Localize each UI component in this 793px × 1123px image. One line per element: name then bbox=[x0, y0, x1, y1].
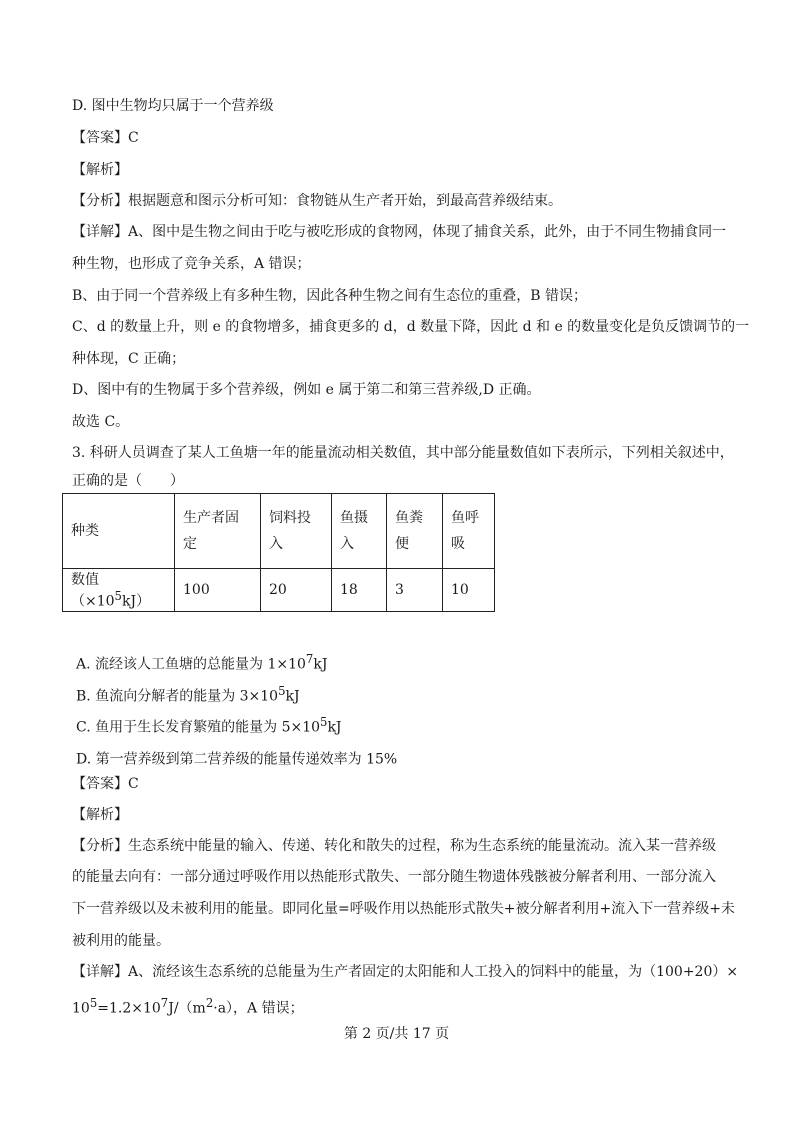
page-footer: 第 2 页/共 17 页 bbox=[343, 1026, 450, 1042]
question-stem: 正确的是（ ） bbox=[72, 473, 184, 489]
table-cell: 20 bbox=[261, 569, 332, 612]
table-header-cell: 鱼粪 便 bbox=[387, 494, 443, 569]
option-d: D. 第一营养级到第二营养级的能量传递效率为 15% bbox=[76, 751, 398, 768]
answer-label: 【答案】C bbox=[72, 130, 139, 146]
table-header-cell: 种类 bbox=[63, 494, 175, 569]
text-line: 种体现，C 正确； bbox=[72, 351, 186, 367]
table-header-row bbox=[63, 494, 495, 569]
table-cell: 18 bbox=[332, 569, 387, 612]
text-line: 被利用的能量。 bbox=[72, 933, 170, 949]
option-b: B. 鱼流向分解者的能量为 $3\times 10^5kJ$ bbox=[76, 684, 300, 705]
text-line: 故选 C。 bbox=[72, 414, 130, 430]
text-line: D. 图中生物均只属于一个营养级 bbox=[72, 98, 274, 114]
text-line: $10^5=1.2\times 10^7J/(m^2\cdot a)$，A 错误； bbox=[72, 996, 304, 1017]
table-header-cell: 饲料投 入 bbox=[261, 494, 332, 569]
text-line: 下一营养级以及未被利用的能量。即同化量=呼吸作用以热能形式散失+被分解者利用+流入下一营养级+未 bbox=[72, 901, 735, 917]
energy-table bbox=[62, 493, 495, 612]
table-row bbox=[63, 569, 495, 612]
table-cell: 3 bbox=[387, 569, 443, 612]
table-cell: 100 bbox=[175, 569, 261, 612]
text-line: B、由于同一个营养级上有多种生物，因此各种生物之间有生态位的重叠，B 错误； bbox=[72, 288, 588, 304]
table-cell: 10 bbox=[443, 569, 495, 612]
text-line: 种生物，也形成了竞争关系，A 错误； bbox=[72, 256, 311, 272]
question-stem: 3. 科研人员调查了某人工鱼塘一年的能量流动相关数值，其中部分能量数值如下表所示，下列相关叙述中， bbox=[72, 445, 734, 461]
text-line: 的能量去向有：一部分通过呼吸作用以热能形式散失、一部分随生物遗体残骸被分解者利用、一部分流入 bbox=[72, 869, 716, 885]
answer-label: 【答案】C bbox=[72, 776, 139, 792]
option-c: C. 鱼用于生长发育繁殖的能量为 $5\times 10^5kJ$ bbox=[76, 715, 342, 736]
table-header-cell: 鱼呼 吸 bbox=[443, 494, 495, 569]
option-a: A. 流经该人工鱼塘的总能量为 $1\times 10^7kJ$ bbox=[76, 652, 328, 673]
analysis-label: 【解析】 bbox=[72, 807, 128, 823]
text-line: 【详解】A、流经该生态系统的总能量为生产者固定的太阳能和人工投入的饲料中的能量，为（100+20）× bbox=[72, 964, 739, 980]
table-header-cell: 生产者固 定 bbox=[175, 494, 261, 569]
text-line: 【分析】生态系统中能量的输入、传递、转化和散失的过程，称为生态系统的能量流动。流入某一营养级 bbox=[72, 838, 716, 854]
table-header-cell: 鱼摄 入 bbox=[332, 494, 387, 569]
text-line: C、d 的数量上升，则 e 的食物增多，捕食更多的 d，d 数量下降，因此 d 和 e 的数量变化是负反馈调节的一 bbox=[72, 319, 750, 335]
text-line: 【详解】A、图中是生物之间由于吃与被吃形成的食物网，体现了捕食关系，此外，由于不同生物捕食同一 bbox=[72, 224, 727, 240]
table-row-label: 数值$(\times 10^5kJ)$ bbox=[63, 569, 175, 612]
text-line: 【分析】根据题意和图示分析可知：食物链从生产者开始，到最高营养级结束。 bbox=[72, 193, 562, 209]
text-line: D、图中有的生物属于多个营养级，例如 e 属于第二和第三营养级,D 正确。 bbox=[72, 382, 541, 398]
analysis-label: 【解析】 bbox=[72, 162, 128, 178]
